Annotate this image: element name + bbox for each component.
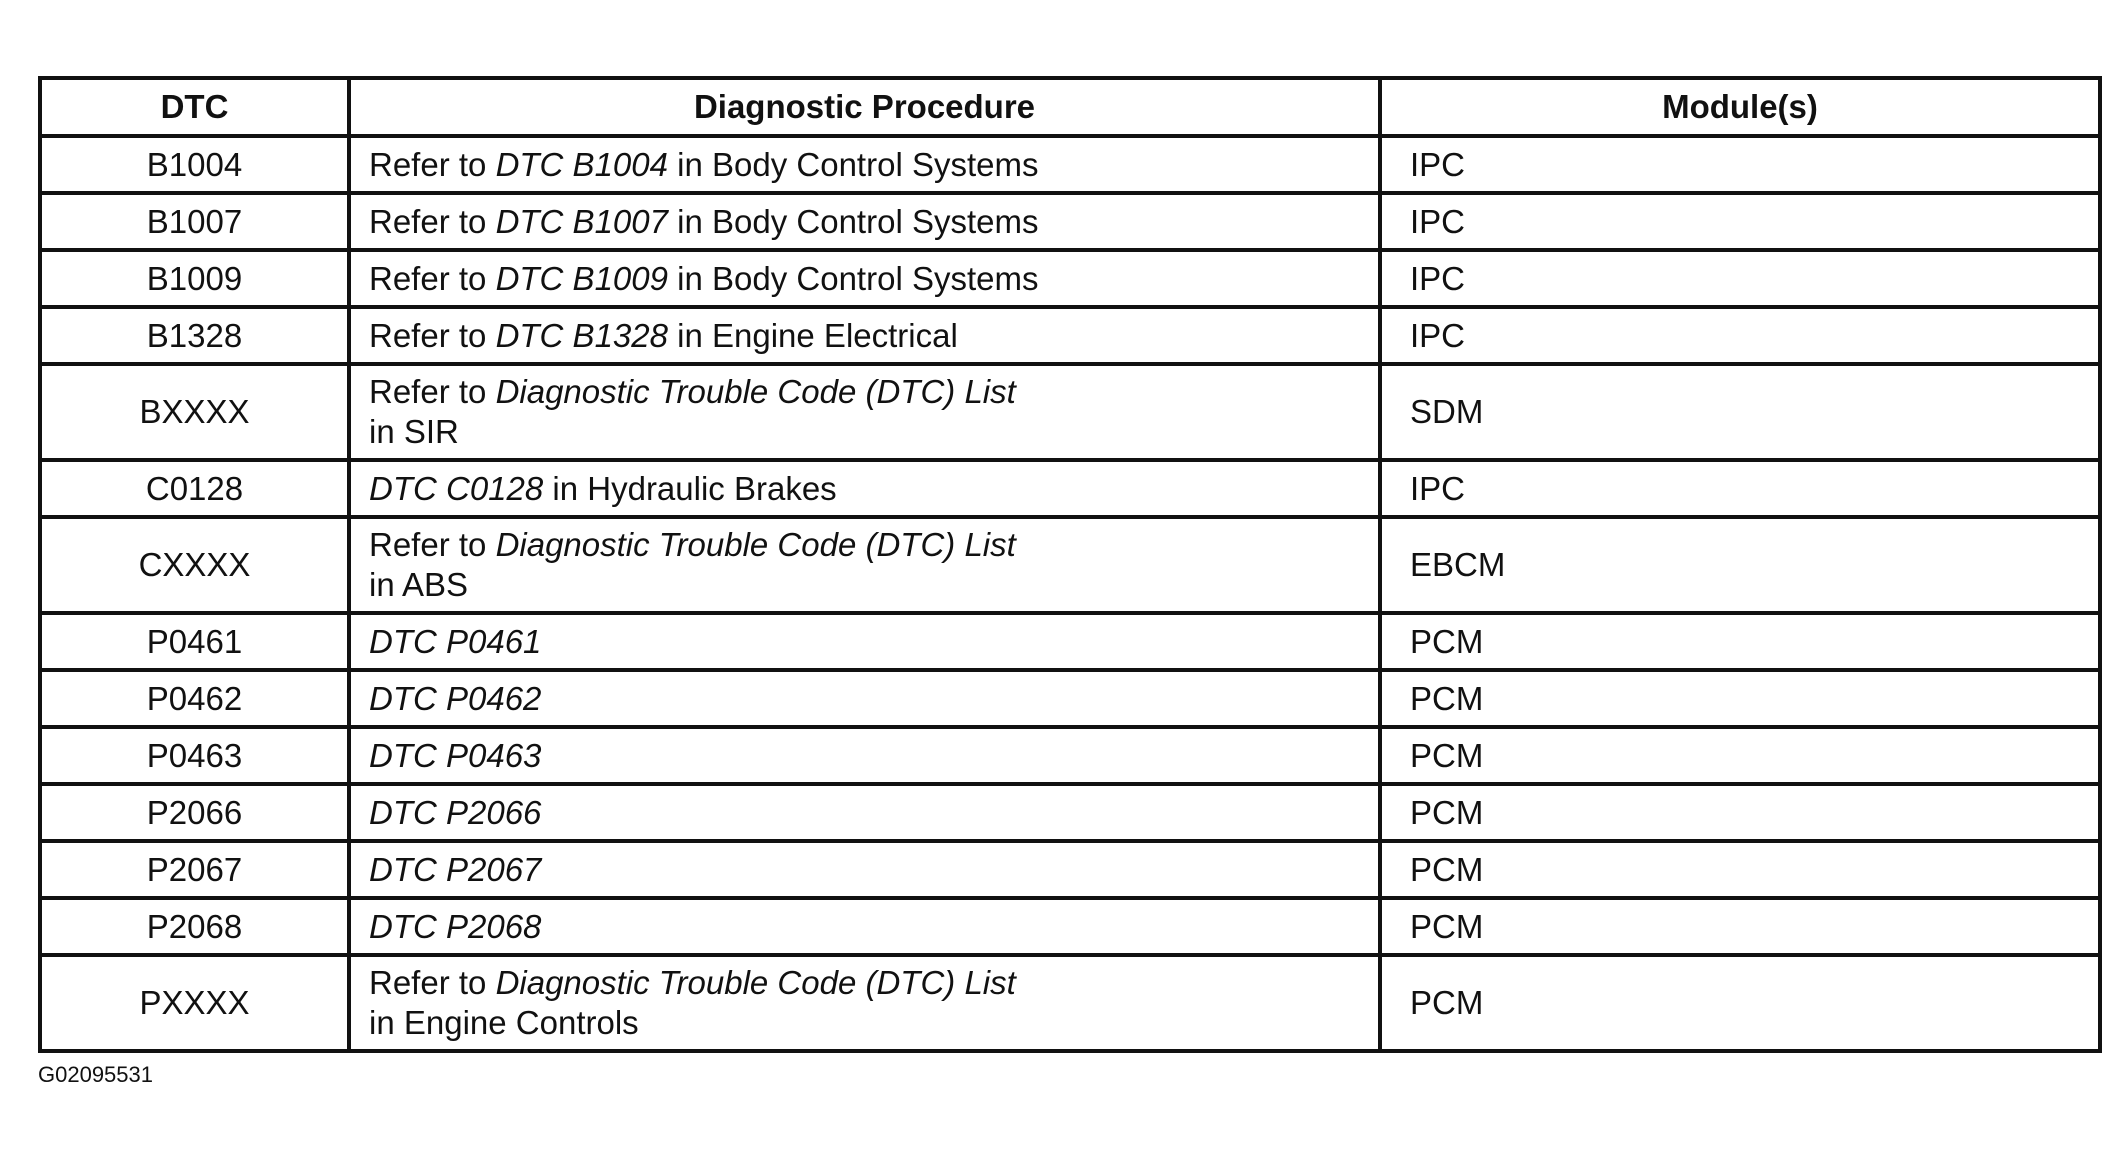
procedure-text: in Body Control Systems [667, 145, 1039, 183]
dtc-code-cell: B1007 [40, 193, 349, 250]
table-row [40, 460, 2100, 517]
dtc-code-cell: CXXXX [40, 517, 349, 613]
diagnostic-procedure-cell [349, 727, 1380, 784]
header-dtc: DTC [40, 78, 349, 136]
diagnostic-procedure-cell [349, 670, 1380, 727]
dtc-code-cell: P0461 [40, 613, 349, 670]
procedure-reference-text: Diagnostic Trouble Code (DTC) List [495, 964, 1016, 1001]
procedure-line [369, 679, 1368, 719]
table-row [40, 841, 2100, 898]
procedure-text: in Body Control Systems [667, 202, 1039, 240]
procedure-text: Refer to [369, 145, 496, 183]
table-row [40, 193, 2100, 250]
procedure-text: Refer to [369, 964, 496, 1001]
diagnostic-procedure-cell [349, 136, 1380, 193]
table-row [40, 364, 2100, 460]
table-row [40, 955, 2100, 1051]
procedure-line [369, 850, 1368, 890]
procedure-text: in Engine Electrical [667, 316, 958, 354]
procedure-text: Refer to [369, 259, 496, 297]
procedure-text: in Engine Controls [369, 1004, 639, 1041]
diagnostic-procedure-cell [349, 364, 1380, 460]
module-cell: PCM [1380, 727, 2100, 784]
procedure-reference-text: Diagnostic Trouble Code (DTC) List [495, 526, 1016, 563]
procedure-line [369, 372, 1368, 412]
module-cell: PCM [1380, 841, 2100, 898]
procedure-line [369, 469, 1368, 509]
procedure-line [369, 259, 1368, 299]
dtc-table [38, 76, 2102, 1053]
procedure-line [369, 412, 1368, 452]
procedure-reference-text: DTC P0461 [369, 622, 542, 660]
module-cell: SDM [1380, 364, 2100, 460]
dtc-code-cell: P2066 [40, 784, 349, 841]
procedure-reference-text: DTC B1328 [495, 316, 668, 354]
table-row [40, 307, 2100, 364]
diagnostic-procedure-cell [349, 250, 1380, 307]
procedure-line [369, 565, 1368, 605]
procedure-reference-text: DTC C0128 [369, 469, 544, 507]
module-cell: IPC [1380, 307, 2100, 364]
figure-id: G02095531 [38, 1062, 153, 1087]
header-diagnostic-procedure: Diagnostic Procedure [349, 78, 1380, 136]
table-header-row [40, 78, 2100, 136]
procedure-reference-text: DTC P2068 [369, 907, 542, 945]
procedure-text: Refer to [369, 373, 496, 410]
procedure-line [369, 907, 1368, 947]
module-cell: PCM [1380, 670, 2100, 727]
module-cell: IPC [1380, 136, 2100, 193]
dtc-code-cell: B1009 [40, 250, 349, 307]
diagnostic-procedure-cell [349, 307, 1380, 364]
diagnostic-procedure-cell [349, 613, 1380, 670]
dtc-code-cell: P0463 [40, 727, 349, 784]
procedure-text: Refer to [369, 202, 496, 240]
procedure-line [369, 963, 1368, 1003]
procedure-text: Refer to [369, 316, 496, 354]
procedure-line [369, 622, 1368, 662]
dtc-code-cell: B1004 [40, 136, 349, 193]
procedure-text: in Body Control Systems [667, 259, 1039, 297]
diagnostic-procedure-cell [349, 841, 1380, 898]
procedure-line [369, 145, 1368, 185]
table-row [40, 517, 2100, 613]
table-row [40, 898, 2100, 955]
procedure-reference-text: DTC P2066 [369, 793, 542, 831]
module-cell: PCM [1380, 955, 2100, 1051]
procedure-reference-text: DTC P2067 [369, 850, 542, 888]
table-row [40, 136, 2100, 193]
procedure-text: in ABS [369, 566, 469, 603]
module-cell: IPC [1380, 460, 2100, 517]
procedure-text: Refer to [369, 526, 496, 563]
procedure-reference-text: Diagnostic Trouble Code (DTC) List [495, 373, 1016, 410]
module-cell: IPC [1380, 193, 2100, 250]
procedure-line [369, 316, 1368, 356]
module-cell: PCM [1380, 898, 2100, 955]
procedure-line [369, 1003, 1368, 1043]
procedure-line [369, 525, 1368, 565]
module-cell: PCM [1380, 613, 2100, 670]
table-body [40, 136, 2100, 1051]
table-row [40, 613, 2100, 670]
procedure-line [369, 736, 1368, 776]
diagnostic-procedure-cell [349, 955, 1380, 1051]
diagnostic-procedure-cell [349, 898, 1380, 955]
table-row [40, 784, 2100, 841]
procedure-reference-text: DTC P0463 [369, 736, 542, 774]
diagnostic-procedure-cell [349, 784, 1380, 841]
procedure-text: in Hydraulic Brakes [543, 469, 837, 507]
module-cell: EBCM [1380, 517, 2100, 613]
dtc-code-cell: BXXXX [40, 364, 349, 460]
dtc-code-cell: P2067 [40, 841, 349, 898]
dtc-code-cell: B1328 [40, 307, 349, 364]
procedure-text: in SIR [369, 413, 459, 450]
procedure-reference-text: DTC B1004 [495, 145, 668, 183]
dtc-code-cell: P0462 [40, 670, 349, 727]
procedure-reference-text: DTC B1007 [495, 202, 668, 240]
dtc-code-cell: PXXXX [40, 955, 349, 1051]
diagnostic-procedure-cell [349, 460, 1380, 517]
diagnostic-procedure-cell [349, 193, 1380, 250]
dtc-code-cell: P2068 [40, 898, 349, 955]
table-row [40, 670, 2100, 727]
procedure-line [369, 793, 1368, 833]
diagnostic-procedure-cell [349, 517, 1380, 613]
table-row [40, 727, 2100, 784]
procedure-reference-text: DTC B1009 [495, 259, 668, 297]
procedure-reference-text: DTC P0462 [369, 679, 542, 717]
module-cell: PCM [1380, 784, 2100, 841]
header-modules: Module(s) [1380, 78, 2100, 136]
table-row [40, 250, 2100, 307]
dtc-code-cell: C0128 [40, 460, 349, 517]
module-cell: IPC [1380, 250, 2100, 307]
procedure-line [369, 202, 1368, 242]
